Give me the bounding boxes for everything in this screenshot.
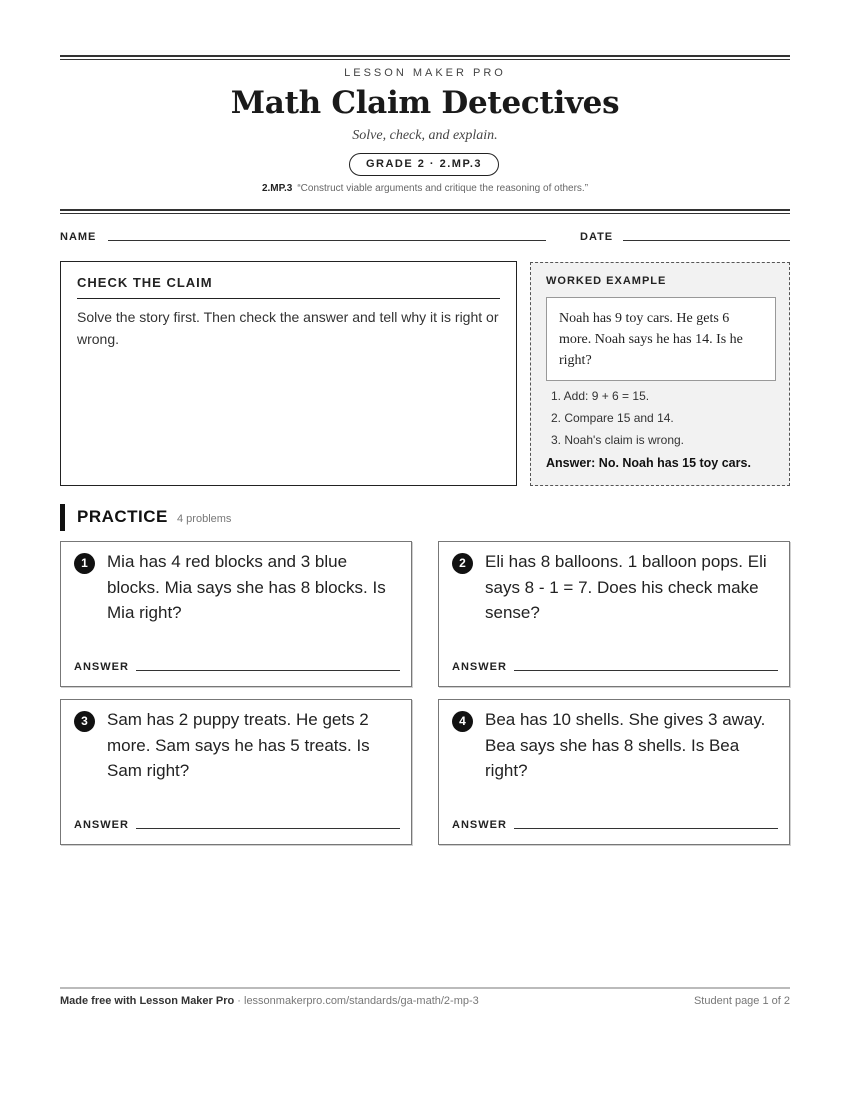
answer-label: ANSWER <box>452 819 507 831</box>
footer-url[interactable]: lessonmakerpro.com/standards/ga-math/2-mp-3 <box>244 995 479 1007</box>
practice-heading: PRACTICE <box>77 507 168 526</box>
worked-step: 3. Noah's claim is wrong. <box>551 433 685 447</box>
worked-example-steps <box>551 385 684 451</box>
footer-made-with: Made free with Lesson Maker Pro <box>60 995 235 1007</box>
answer-field[interactable] <box>136 828 400 829</box>
problem-card-3 <box>60 699 412 845</box>
check-claim-heading: CHECK THE CLAIM <box>77 275 213 290</box>
worked-step: 2. Compare 15 and 14. <box>551 411 674 425</box>
footer-rule <box>60 987 790 989</box>
answer-field[interactable] <box>514 828 778 829</box>
worked-step: 1. Add: 9 + 6 = 15. <box>551 389 650 403</box>
header-top-rule <box>60 55 790 57</box>
worked-example-story: Noah has 9 toy cars. He gets 6 more. Noah says he has 14. Is he right? <box>546 297 776 381</box>
standard-code: 2.MP.3 <box>261 183 293 194</box>
standard-line <box>0 183 850 194</box>
check-claim-panel <box>60 261 517 486</box>
worked-example-answer: Answer: No. Noah has 15 toy cars. <box>546 456 751 470</box>
problem-number-badge: 2 <box>452 553 473 574</box>
problem-text: Mia has 4 red blocks and 3 blue blocks. Mia says she has 8 blocks. Is Mia right? <box>107 552 386 622</box>
answer-label: ANSWER <box>74 819 129 831</box>
problem-card-2 <box>438 541 790 687</box>
worked-example-panel <box>530 262 790 486</box>
date-field[interactable] <box>623 240 790 241</box>
problem-text: Bea has 10 shells. She gives 3 away. Bea says she has 8 shells. Is Bea right? <box>485 710 766 780</box>
header-top-rule-thin <box>60 59 790 60</box>
header-bottom-rule-thin <box>60 213 790 214</box>
standard-quote: “Construct viable arguments and critique the reasoning of others.” <box>297 183 589 194</box>
problem-card-4 <box>438 699 790 845</box>
grade-badge: GRADE 2 · 2.MP.3 <box>349 153 499 176</box>
header-bottom-rule <box>60 209 790 211</box>
name-field[interactable] <box>108 240 546 241</box>
problem-text: Sam has 2 puppy treats. He gets 2 more. Sam says he has 5 treats. Is Sam right? <box>107 710 370 780</box>
footer-page-number: Student page 1 of 2 <box>693 995 790 1007</box>
answer-field[interactable] <box>136 670 400 671</box>
page-title: Math Claim Detectives <box>230 85 620 121</box>
problem-number-badge: 4 <box>452 711 473 732</box>
worked-example-heading: WORKED EXAMPLE <box>546 275 667 287</box>
problem-card-1 <box>60 541 412 687</box>
name-label: NAME <box>60 231 97 243</box>
problem-number-badge: 1 <box>74 553 95 574</box>
footer-separator: · <box>234 995 244 1007</box>
practice-accent-bar <box>60 504 65 531</box>
check-claim-divider <box>77 298 500 299</box>
answer-label: ANSWER <box>74 661 129 673</box>
check-claim-instructions: Solve the story first. Then check the answer and tell why it is right or wrong. <box>77 309 499 347</box>
problem-number-badge: 3 <box>74 711 95 732</box>
problem-text: Eli has 8 balloons. 1 balloon pops. Eli says 8 - 1 = 7. Does his check make sense? <box>485 552 767 622</box>
practice-count: 4 problems <box>177 513 232 525</box>
brand-label: LESSON MAKER PRO <box>344 67 506 79</box>
page-subtitle: Solve, check, and explain. <box>352 128 498 143</box>
footer-credit <box>60 995 479 1007</box>
date-label: DATE <box>580 231 614 243</box>
answer-label: ANSWER <box>452 661 507 673</box>
answer-field[interactable] <box>514 670 778 671</box>
